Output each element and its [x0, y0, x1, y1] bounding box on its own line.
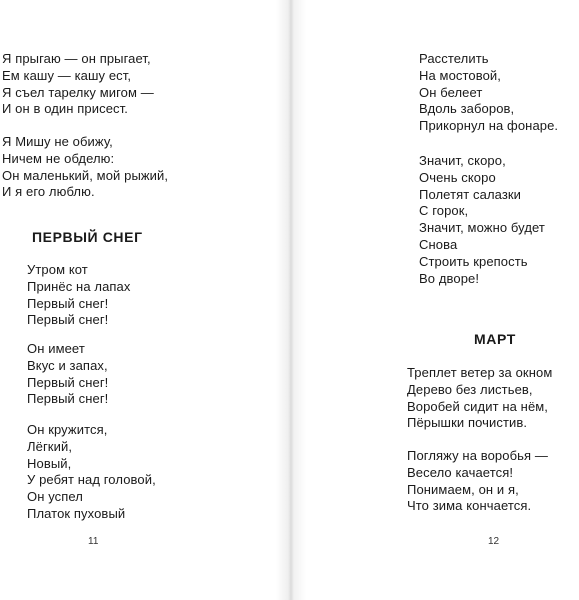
poem-line: Он маленький, мой рыжий, [2, 167, 169, 183]
poem-line: Ничем не обделю: [2, 150, 115, 166]
poem-line: Первый снег! [27, 312, 109, 328]
poem-line: Я прыгаю — он прыгает, [2, 51, 151, 66]
poem-line: Снова [419, 236, 458, 252]
poem-line: Что зима кончается. [407, 498, 532, 514]
poem-line: Полетят салазки [419, 186, 522, 202]
page-number: 11 [88, 536, 99, 547]
poem-line: Первый снег! [27, 391, 109, 407]
poem-line: Вдоль заборов, [419, 101, 515, 117]
poem-line: С горок, [419, 203, 469, 219]
stanza [2, 134, 168, 201]
book-gutter [276, 0, 306, 600]
page-number: 12 [488, 536, 500, 547]
poem-title: МАРТ [474, 331, 516, 347]
poem-line: Я съел тарелку мигом — [2, 84, 154, 100]
stanza [27, 341, 108, 408]
poem-line: Весело качается! [407, 464, 514, 480]
poem-line: Значит, можно будет [419, 220, 545, 236]
poem-line: Понимаем, он и я, [407, 481, 519, 497]
stanza [419, 153, 545, 287]
poem-line: Дерево без листьев, [407, 381, 533, 397]
poem-line: Лёгкий, [27, 438, 73, 454]
poem-line: Прикорнул на фонаре. [419, 118, 559, 134]
stanza [407, 365, 552, 432]
poem-line: Во дворе! [419, 270, 480, 286]
stanza [407, 448, 548, 515]
poem-line: Первый снег! [27, 295, 109, 311]
poem-line: Пёрышки почистив. [407, 415, 528, 431]
poem-line: Принёс на лапах [27, 278, 131, 294]
poem-title: ПЕРВЫЙ СНЕГ [32, 229, 143, 245]
poem-line: На мостовой, [419, 67, 501, 83]
poem-line: Значит, скоро, [419, 153, 506, 168]
poem-line: Вкус и запах, [27, 357, 108, 373]
poem-line: Он кружится, [27, 422, 108, 437]
poem-line: Первый снег! [27, 374, 109, 390]
poem-line: Новый, [27, 455, 72, 471]
poem-line: Утром кот [27, 262, 88, 277]
poem-line: У ребят над головой, [27, 472, 156, 488]
stanza [27, 262, 130, 329]
poem-line: Ем кашу — кашу ест, [2, 67, 132, 83]
poem-line: Строить крепость [419, 253, 528, 269]
stanza [27, 422, 156, 523]
poem-line: Платок пуховый [27, 505, 126, 521]
poem-line: Погляжу на воробья — [407, 448, 548, 463]
poem-line: Он успел [27, 489, 83, 505]
poem-line: Воробей сидит на нём, [407, 398, 549, 414]
poem-line: Расстелить [419, 51, 489, 66]
poem-line: И я его люблю. [2, 184, 95, 200]
poem-line: И он в один присест. [2, 101, 128, 117]
poem-line: Он имеет [27, 341, 85, 356]
stanza [419, 51, 558, 135]
poem-line: Треплет ветер за окном [407, 365, 553, 380]
stanza [2, 51, 154, 118]
poem-line: Очень скоро [419, 169, 496, 185]
poem-line: Я Мишу не обижу, [2, 134, 113, 149]
poem-line: Он белеет [419, 84, 483, 100]
right-page [290, 0, 579, 600]
